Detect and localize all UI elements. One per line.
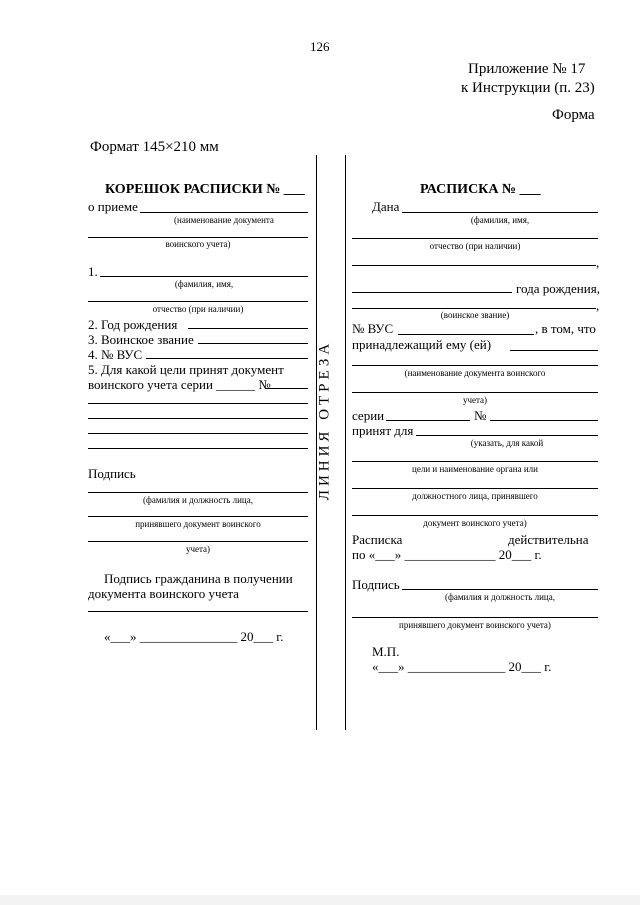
stub-birth-year-field[interactable] <box>188 328 308 329</box>
cut-line-label: ЛИНИЯ ОТРЕЗА <box>316 339 333 501</box>
receipt-official-field-2[interactable] <box>352 617 598 618</box>
receipt-comma-1: , <box>596 255 600 270</box>
receipt-signature-field[interactable] <box>402 589 598 590</box>
receipt-name-hint: (фамилия, имя, <box>470 215 530 225</box>
form-label: Форма <box>552 107 595 123</box>
stub-doc-name-hint-2: воинского учета) <box>165 239 231 249</box>
receipt-vus-field[interactable] <box>398 334 534 335</box>
stub-citizen-signature-field[interactable] <box>88 611 308 612</box>
stub-item-2: 2. Год рождения <box>88 317 178 332</box>
page-number: 126 <box>310 39 330 54</box>
cut-line-right <box>345 155 346 730</box>
receipt-purpose-hint-3: должностного лица, принявшего <box>412 491 538 501</box>
stub-official-hint-3: учета) <box>185 544 211 554</box>
receipt-doc-hint-1: (наименование документа воинского <box>404 368 546 378</box>
stub-purpose-line-3[interactable] <box>88 433 308 434</box>
receipt-patronymic-field[interactable] <box>352 238 598 239</box>
receipt-accepted-label: принят для <box>352 423 414 438</box>
receipt-valid-label-2: действительна <box>508 532 589 547</box>
receipt-purpose-field-1[interactable] <box>416 435 598 436</box>
receipt-birth-year-field[interactable] <box>352 292 512 293</box>
receipt-vus-label: № ВУС <box>352 321 394 336</box>
stub-official-hint-2: принявшего документ воинского <box>135 519 261 529</box>
stub-item-4: 4. № ВУС <box>88 347 143 362</box>
receipt-belonging-label: принадлежащий ему (ей) <box>352 337 492 352</box>
receipt-vus-suffix: , в том, что <box>535 321 596 336</box>
stub-official-field-1[interactable] <box>88 492 308 493</box>
stub-purpose-line-4[interactable] <box>88 448 308 449</box>
stub-patronymic-hint: отчество (при наличии) <box>152 304 244 314</box>
receipt-series-label: серии <box>352 408 385 423</box>
receipt-date-line: «___» _______________ 20___ г. <box>372 659 552 674</box>
receipt-valid-label-1: Расписка <box>352 532 403 547</box>
instruction-reference: к Инструкции (п. 23) <box>461 80 595 96</box>
receipt-purpose-hint-4: документ воинского учета) <box>423 518 527 528</box>
receipt-doc-field-2[interactable] <box>352 392 598 393</box>
receipt-official-hint-1: (фамилия и должность лица, <box>445 592 555 602</box>
receipt-birth-year-label: года рождения, <box>516 281 600 296</box>
receipt-belonging-field[interactable] <box>510 350 598 351</box>
stub-citizen-signature-1: Подпись гражданина в получении <box>104 571 293 586</box>
receipt-purpose-hint-2: цели и наименование органа или <box>412 464 538 474</box>
receipt-number-field[interactable] <box>490 420 598 421</box>
receipt-rank-field[interactable] <box>352 308 596 309</box>
receipt-patronymic-hint: отчество (при наличии) <box>429 241 521 251</box>
stub-doc-name-field[interactable] <box>140 212 308 213</box>
stub-name-hint: (фамилия, имя, <box>174 279 234 289</box>
page-bottom-edge <box>0 895 640 905</box>
stub-doc-name-hint-1: (наименование документа <box>174 215 274 225</box>
receipt-series-field[interactable] <box>386 420 470 421</box>
stub-purpose-line-2[interactable] <box>88 418 308 419</box>
stub-name-field[interactable] <box>100 276 308 277</box>
receipt-seal-label: М.П. <box>372 644 400 659</box>
stub-rank-field[interactable] <box>198 343 308 344</box>
receipt-number-label: № <box>474 408 487 423</box>
receipt-purpose-field-4[interactable] <box>352 515 598 516</box>
stub-date-line: «___» _______________ 20___ г. <box>104 629 284 644</box>
receipt-official-hint-2: принявшего документ воинского учета) <box>399 620 551 630</box>
format-label: Формат 145×210 мм <box>90 139 219 155</box>
stub-vus-field[interactable] <box>146 358 308 359</box>
receipt-valid-until: по «___» ______________ 20___ г. <box>352 547 542 562</box>
stub-about-label: о приеме <box>88 199 138 214</box>
appendix-number: Приложение № 17 <box>468 61 586 77</box>
stub-official-field-2[interactable] <box>88 516 308 517</box>
stub-doc-name-field-2[interactable] <box>88 237 308 238</box>
stub-patronymic-field[interactable] <box>88 301 308 302</box>
stub-item-5-line-2: воинского учета серии ______ № <box>88 377 271 392</box>
receipt-name-line-3[interactable] <box>352 265 596 266</box>
stub-item-5-line-1: 5. Для какой цели принят документ <box>88 362 284 377</box>
receipt-signature-label: Подпись <box>352 577 400 592</box>
receipt-rank-hint: (воинское звание) <box>440 310 510 320</box>
receipt-purpose-field-2[interactable] <box>352 461 598 462</box>
stub-purpose-line-1[interactable] <box>88 403 308 404</box>
stub-item-3: 3. Воинское звание <box>88 332 194 347</box>
stub-title: КОРЕШОК РАСПИСКИ № ___ <box>105 182 305 197</box>
receipt-doc-field-1[interactable] <box>352 365 598 366</box>
receipt-purpose-hint-1: (указать, для какой <box>470 438 544 448</box>
stub-official-field-3[interactable] <box>88 541 308 542</box>
receipt-title: РАСПИСКА № ___ <box>420 182 541 197</box>
receipt-name-field[interactable] <box>402 212 598 213</box>
receipt-comma-2: , <box>596 298 600 313</box>
stub-item-1: 1. <box>88 264 98 279</box>
stub-citizen-signature-2: документа воинского учета <box>88 586 239 601</box>
stub-official-hint-1: (фамилия и должность лица, <box>143 495 253 505</box>
receipt-given-label: Дана <box>372 199 400 214</box>
stub-number-field[interactable] <box>265 388 308 389</box>
receipt-purpose-field-3[interactable] <box>352 488 598 489</box>
stub-signature-label: Подпись <box>88 466 136 481</box>
receipt-doc-hint-2: учета) <box>462 395 488 405</box>
